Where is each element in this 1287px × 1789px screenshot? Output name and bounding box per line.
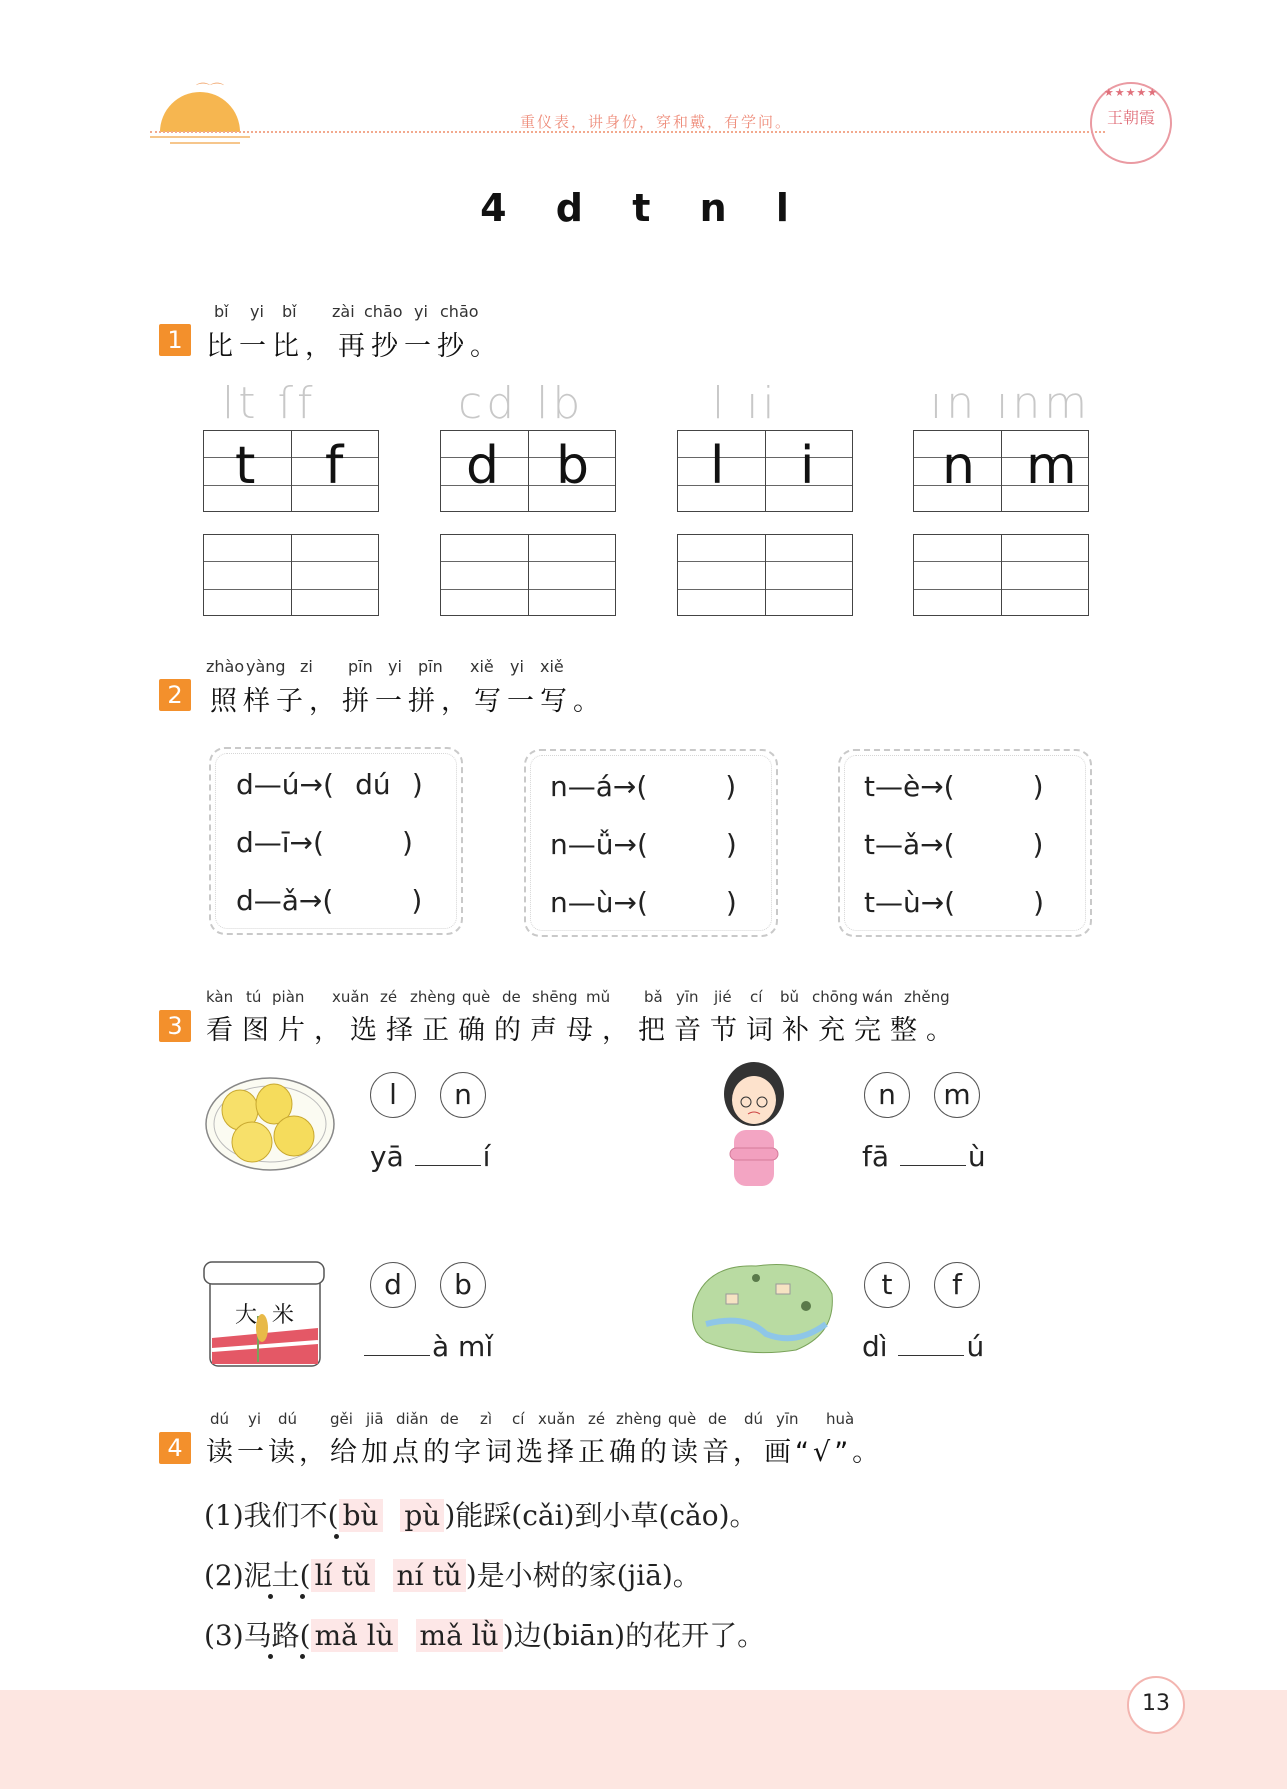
pinyin: diǎn: [396, 1410, 429, 1428]
footer-band: [0, 1690, 1287, 1789]
trace-letters: cd lb: [458, 378, 585, 429]
syllable-parts: n—ù→(: [550, 886, 648, 919]
answer-blank[interactable]: dú: [355, 768, 391, 801]
answer-blank[interactable]: [900, 1141, 966, 1166]
syllable-parts: n—á→(: [550, 770, 648, 803]
pronunciation-option[interactable]: lí tǔ: [311, 1559, 375, 1592]
spelling-item: [864, 886, 1044, 919]
pinyin: chāo: [440, 302, 479, 321]
writing-grid[interactable]: [913, 534, 1089, 616]
spelling-item: [864, 770, 1044, 803]
seal-stamp: [1090, 82, 1172, 164]
paren-close: ): [725, 828, 737, 861]
section1-instruction: 比一比，再抄一抄。: [206, 331, 503, 362]
pinyin: yi: [388, 657, 402, 676]
question-head: (2)泥土(: [204, 1559, 311, 1592]
pinyin: jié: [714, 988, 732, 1006]
page-title: 4 d t n l: [480, 186, 807, 230]
pinyin: yi: [248, 1410, 262, 1428]
choice-circle[interactable]: b: [440, 1262, 486, 1308]
emphasis-dot: [300, 1594, 305, 1599]
question-2: [204, 1554, 701, 1594]
writing-grid[interactable]: [440, 534, 616, 616]
word-suffix: í: [482, 1140, 491, 1173]
choice-circle[interactable]: m: [934, 1072, 980, 1118]
pinyin: mǔ: [586, 988, 611, 1006]
choice-circle[interactable]: t: [864, 1262, 910, 1308]
four-line-grid: [677, 430, 853, 512]
syllable-word: [370, 1140, 490, 1173]
sample-letter: i: [800, 436, 815, 496]
trace-letters: lt ſf: [222, 378, 317, 429]
pinyin: yīn: [776, 1410, 799, 1428]
question-head: (3)马路(: [204, 1619, 311, 1652]
stamp-stars: ★★★★★: [1103, 86, 1159, 99]
water-line-decoration: [150, 136, 250, 138]
paren-close: ): [411, 768, 423, 801]
sample-letter: n: [942, 436, 975, 496]
pinyin: zì: [480, 1410, 493, 1428]
emphasis-dot: [334, 1534, 339, 1539]
trace-letters: ın ınm: [930, 378, 1092, 429]
pears-on-plate-image: [202, 1068, 338, 1174]
choice-circle[interactable]: f: [934, 1262, 980, 1308]
question-1: [204, 1494, 758, 1534]
section-number-badge: 1: [159, 324, 191, 356]
syllable-parts: d—ī→(: [236, 826, 324, 859]
pinyin: zé: [588, 1410, 606, 1428]
pinyin: bǎ: [644, 988, 663, 1006]
syllable-parts: d—ǎ→(: [236, 884, 334, 917]
pinyin: gěi: [330, 1410, 353, 1428]
section-number-badge: 3: [159, 1010, 191, 1042]
pinyin: yi: [510, 657, 524, 676]
syllable-parts: t—ù→(: [864, 886, 956, 919]
four-line-grid: [203, 430, 379, 512]
pinyin: xuǎn: [332, 988, 370, 1006]
writing-grid[interactable]: [203, 534, 379, 616]
pinyin: yi: [414, 302, 428, 321]
word-suffix: ù: [967, 1140, 986, 1173]
paren-close: ): [1033, 886, 1045, 919]
angry-woman-image: [716, 1060, 792, 1188]
spelling-item: [236, 768, 423, 801]
paren-close: ): [725, 770, 737, 803]
paren-close: ): [411, 884, 423, 917]
water-line-decoration: [170, 142, 240, 144]
question-tail: )是小树的家(jiā)。: [465, 1559, 701, 1592]
pronunciation-option[interactable]: mǎ lǜ: [416, 1619, 503, 1652]
pinyin: kàn: [206, 988, 234, 1006]
pronunciation-option[interactable]: pù: [400, 1499, 444, 1532]
word-prefix: yā: [370, 1140, 404, 1173]
pinyin: bǐ: [214, 302, 229, 321]
section-number-badge: 2: [159, 679, 191, 711]
page-number: 13: [1127, 1676, 1185, 1734]
pinyin: zhèng: [616, 1410, 662, 1428]
rice-label: 大 米: [235, 1303, 298, 1328]
sample-letter: d: [466, 436, 500, 496]
answer-blank[interactable]: [364, 1331, 430, 1356]
syllable-parts: t—ǎ→(: [864, 828, 955, 861]
pinyin: zhèng: [410, 988, 456, 1006]
spelling-item: [236, 884, 422, 917]
stamp-name: 王朝霞: [1106, 108, 1155, 127]
question-tail: )能踩(cǎi)到小草(cǎo)。: [444, 1499, 758, 1532]
pinyin: chōng: [812, 988, 858, 1006]
paren-close: ): [725, 886, 737, 919]
emphasis-dot: [300, 1654, 305, 1659]
pinyin: dú: [210, 1410, 230, 1428]
pinyin: zé: [380, 988, 398, 1006]
writing-grid[interactable]: [677, 534, 853, 616]
trace-letters: l ıi: [712, 378, 779, 429]
choice-circle[interactable]: d: [370, 1262, 416, 1308]
pronunciation-option[interactable]: bù: [339, 1499, 383, 1532]
pinyin: pīn: [418, 657, 443, 676]
pinyin: de: [708, 1410, 727, 1428]
pinyin: xiě: [470, 657, 494, 676]
choice-circle[interactable]: n: [440, 1072, 486, 1118]
spelling-item: [236, 826, 413, 859]
pinyin: cí: [512, 1410, 525, 1428]
answer-blank[interactable]: [415, 1141, 481, 1166]
question-3: [204, 1614, 765, 1654]
pinyin: tú: [246, 988, 262, 1006]
question-tail: )边(biān)的花开了。: [502, 1619, 766, 1652]
pinyin: de: [440, 1410, 459, 1428]
pinyin: bǔ: [780, 988, 800, 1006]
pronunciation-option[interactable]: ní tǔ: [393, 1559, 466, 1592]
sample-letter: m: [1026, 436, 1077, 496]
pinyin: zài: [332, 302, 355, 321]
paren-close: ): [1032, 770, 1044, 803]
spelling-item: [550, 828, 737, 861]
pinyin: dú: [744, 1410, 764, 1428]
pinyin: dú: [278, 1410, 298, 1428]
choice-circle[interactable]: l: [370, 1072, 416, 1118]
emphasis-dot: [268, 1654, 273, 1659]
pinyin: wán: [862, 988, 893, 1006]
sample-letter: t: [235, 436, 256, 496]
paren-close: ): [401, 826, 413, 859]
spelling-item: [550, 886, 737, 919]
syllable-word: [862, 1140, 986, 1173]
spelling-item: [550, 770, 736, 803]
pinyin: xiě: [540, 657, 564, 676]
pinyin: què: [462, 988, 491, 1006]
pinyin: yīn: [676, 988, 699, 1006]
choice-circle[interactable]: n: [864, 1072, 910, 1118]
word-suffix: à mǐ: [432, 1330, 494, 1363]
pinyin: xuǎn: [538, 1410, 576, 1428]
pronunciation-option[interactable]: mǎ lù: [311, 1619, 398, 1652]
pinyin: bǐ: [282, 302, 297, 321]
spelling-item: [864, 828, 1043, 861]
syllable-word: [362, 1330, 493, 1363]
syllable-parts: t—è→(: [864, 770, 955, 803]
section-number-badge: 4: [159, 1432, 191, 1464]
answer-blank[interactable]: [898, 1331, 964, 1356]
pinyin: zhào: [206, 657, 245, 676]
emphasis-dot: [268, 1594, 273, 1599]
pinyin: jiā: [366, 1410, 384, 1428]
section3-instruction: 看图片，选择正确的声母，把音节词补充完整。: [206, 1015, 962, 1046]
sample-letter: f: [325, 436, 344, 496]
pinyin: piàn: [272, 988, 305, 1006]
pinyin: de: [502, 988, 521, 1006]
word-suffix: ú: [966, 1330, 985, 1363]
paren-close: ): [1032, 828, 1044, 861]
pinyin: zi: [300, 657, 313, 676]
syllable-parts: d—ú→(: [236, 768, 334, 801]
sample-letter: b: [556, 436, 590, 496]
sample-letter: l: [710, 436, 725, 496]
pinyin: shēng: [532, 988, 578, 1006]
header-motto: 重仪表，讲身份，穿和戴，有学问。: [520, 113, 793, 131]
pinyin: zhěng: [904, 988, 950, 1006]
pinyin: pīn: [348, 657, 373, 676]
pinyin: cí: [750, 988, 763, 1006]
pinyin: chāo: [364, 302, 403, 321]
syllable-word: [862, 1330, 984, 1363]
pinyin: huà: [826, 1410, 855, 1428]
word-prefix: fā: [862, 1140, 890, 1173]
land-map-image: [686, 1254, 838, 1358]
section2-instruction: 照样子，拼一拼，写一写。: [210, 686, 606, 717]
question-head: (1)我们不(: [204, 1499, 339, 1532]
word-prefix: dì: [862, 1330, 888, 1363]
syllable-parts: n—ǚ→(: [550, 828, 648, 861]
bird-icon: ⌒⌒: [196, 83, 224, 99]
pinyin: què: [668, 1410, 697, 1428]
pinyin: yi: [250, 302, 264, 321]
pinyin: yàng: [246, 657, 286, 676]
section4-instruction: 读一读，给加点的字词选择正确的读音，画“√”。: [206, 1437, 884, 1468]
